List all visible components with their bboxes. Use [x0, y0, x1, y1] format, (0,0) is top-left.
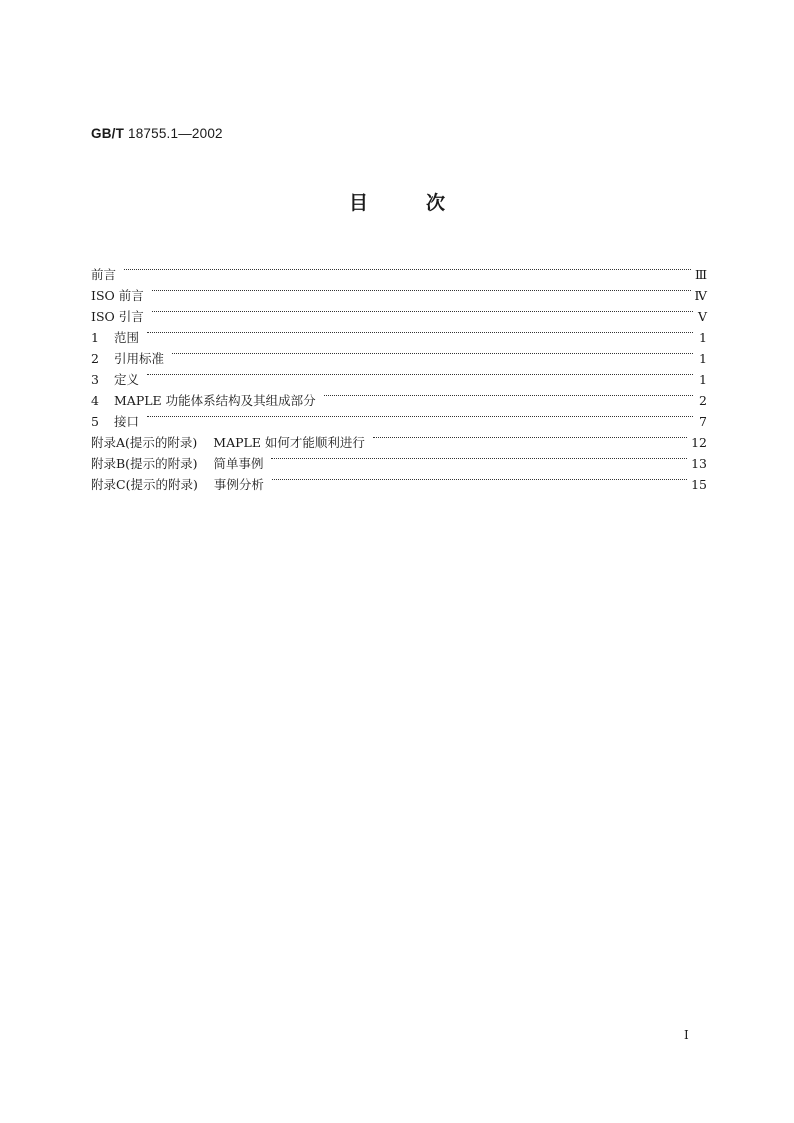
toc-leader-dots: [147, 321, 693, 342]
toc-entry-label: MAPLE 功能体系结构及其组成部分: [114, 393, 316, 408]
toc-entry-iso-foreword[interactable]: [91, 279, 707, 303]
toc-leader-dots: [324, 384, 693, 405]
toc-entry-label: 前言: [91, 267, 117, 282]
toc-entry-iso-introduction[interactable]: [91, 300, 707, 324]
standard-number: 18755.1—2002: [128, 126, 223, 141]
toc-entry-label: ISO 引言: [91, 309, 144, 324]
appendix-prefix: 附录B(提示的附录): [91, 456, 198, 471]
toc-entry-page: 12: [691, 435, 707, 450]
standard-prefix: GB/T: [91, 126, 125, 141]
table-of-contents: [91, 258, 707, 492]
toc-entry-label: 范围: [114, 330, 140, 345]
toc-entry-label: [91, 474, 264, 495]
toc-entry-page: 2: [699, 393, 707, 408]
toc-entry-number: 1: [91, 330, 99, 345]
toc-entry-page: 13: [691, 456, 707, 471]
toc-entry-page: 7: [699, 414, 707, 429]
toc-leader-dots: [147, 363, 693, 384]
page-title: 目次: [348, 192, 503, 214]
toc-entry-foreword[interactable]: [91, 258, 707, 282]
appendix-prefix: 附录C(提示的附录): [91, 477, 198, 492]
toc-entry-page: Ⅳ: [694, 288, 707, 303]
toc-entry-label: ISO 前言: [91, 288, 144, 303]
toc-leader-dots: [172, 342, 693, 363]
toc-entry-page: 1: [699, 330, 707, 345]
toc-leader-dots: [147, 405, 693, 426]
toc-entry-interfaces[interactable]: [91, 405, 707, 429]
toc-leader-dots: [272, 468, 687, 489]
toc-leader-dots: [152, 279, 691, 300]
toc-entry-label: 接口: [114, 414, 140, 429]
toc-entry-number: 5: [91, 414, 99, 429]
toc-leader-dots: [271, 447, 687, 468]
toc-entry-scope[interactable]: [91, 321, 707, 345]
toc-entry-definitions[interactable]: [91, 363, 707, 387]
toc-entry-page: 1: [699, 351, 707, 366]
appendix-title: MAPLE 如何才能顺利进行: [213, 435, 365, 450]
toc-entry-number: 4: [91, 393, 99, 408]
toc-entry-number: 3: [91, 372, 99, 387]
toc-entry-maple-architecture[interactable]: [91, 384, 707, 408]
toc-entry-page: Ⅲ: [694, 267, 707, 282]
toc-entry-number: 2: [91, 351, 99, 366]
toc-entry-appendix-a[interactable]: [91, 426, 707, 450]
toc-entry-normative-references[interactable]: [91, 342, 707, 366]
toc-leader-dots: [152, 300, 693, 321]
page-number: I: [684, 1028, 689, 1042]
standard-code: [91, 126, 223, 141]
toc-leader-dots: [373, 426, 687, 447]
toc-leader-dots: [124, 258, 691, 279]
toc-entry-label: 引用标准: [114, 351, 165, 366]
toc-entry-page: 15: [691, 477, 707, 492]
toc-entry-label: [91, 453, 263, 474]
toc-entry-page: Ⅴ: [697, 309, 707, 324]
appendix-title: 事例分析: [213, 477, 264, 492]
appendix-prefix: 附录A(提示的附录): [91, 435, 198, 450]
toc-entry-page: 1: [699, 372, 707, 387]
toc-entry-label: 定义: [114, 372, 140, 387]
appendix-title: 简单事例: [213, 456, 264, 471]
